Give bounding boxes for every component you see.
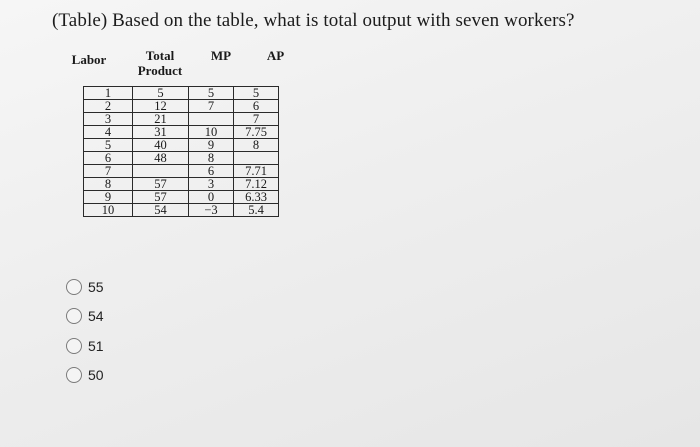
table-row (84, 178, 279, 191)
cell-mp: −3 (189, 204, 234, 217)
cell-total-product: 21 (133, 113, 189, 126)
answer-option-label: 51 (88, 337, 104, 354)
answer-option-label: 50 (88, 367, 104, 384)
answer-option-54[interactable] (66, 302, 104, 332)
radio-button-icon[interactable] (66, 338, 82, 354)
cell-ap: 7.12 (234, 178, 279, 191)
table-row (84, 113, 279, 126)
cell-total-product: 57 (133, 178, 189, 191)
header-labor: Labor (71, 52, 107, 67)
header-mp: MP (210, 48, 232, 63)
cell-labor: 4 (84, 126, 133, 139)
radio-button-icon[interactable] (66, 308, 82, 324)
table-row (84, 152, 279, 165)
table-row (84, 126, 279, 139)
cell-labor: 6 (84, 152, 133, 165)
cell-labor: 2 (84, 100, 133, 113)
answer-option-55[interactable] (66, 272, 104, 302)
header-total-product (132, 48, 188, 78)
cell-labor: 9 (84, 191, 133, 204)
table-row (84, 100, 279, 113)
cell-ap (234, 152, 279, 165)
table-row (84, 191, 279, 204)
cell-ap: 7.75 (234, 126, 279, 139)
cell-ap: 7.71 (234, 165, 279, 178)
cell-total-product: 48 (133, 152, 189, 165)
cell-labor: 1 (84, 87, 133, 100)
cell-ap: 8 (234, 139, 279, 152)
cell-total-product: 54 (133, 204, 189, 217)
cell-ap: 5 (234, 87, 279, 100)
table-row (84, 204, 279, 217)
cell-mp: 5 (189, 87, 234, 100)
question-text: (Table) Based on the table, what is total output with seven workers? (52, 10, 575, 31)
cell-ap: 6.33 (234, 191, 279, 204)
answer-option-label: 55 (88, 278, 104, 295)
answer-option-51[interactable] (66, 331, 104, 361)
cell-labor: 10 (84, 204, 133, 217)
cell-total-product: 57 (133, 191, 189, 204)
header-ap: AP (266, 48, 285, 63)
answer-option-50[interactable] (66, 361, 104, 391)
answer-option-label: 54 (88, 308, 104, 325)
cell-mp: 0 (189, 191, 234, 204)
cell-mp (189, 113, 234, 126)
cell-total-product: 31 (133, 126, 189, 139)
cell-mp: 9 (189, 139, 234, 152)
table-grid (83, 86, 279, 217)
cell-ap: 7 (234, 113, 279, 126)
cell-mp: 7 (189, 100, 234, 113)
cell-total-product: 12 (133, 100, 189, 113)
cell-mp: 6 (189, 165, 234, 178)
radio-button-icon[interactable] (66, 367, 82, 383)
header-total-product-line1: Total (145, 48, 175, 63)
table-row (84, 87, 279, 100)
cell-mp: 3 (189, 178, 234, 191)
cell-labor: 5 (84, 139, 133, 152)
table-row (84, 139, 279, 152)
table-row (84, 165, 279, 178)
cell-mp: 8 (189, 152, 234, 165)
cell-labor: 8 (84, 178, 133, 191)
cell-total-product: 5 (133, 87, 189, 100)
radio-button-icon[interactable] (66, 279, 82, 295)
cell-labor: 7 (84, 165, 133, 178)
cell-labor: 3 (84, 113, 133, 126)
cell-total-product (133, 165, 189, 178)
cell-total-product: 40 (133, 139, 189, 152)
production-table (58, 44, 298, 254)
answer-options (66, 272, 104, 390)
cell-mp: 10 (189, 126, 234, 139)
header-total-product-line2: Product (137, 63, 183, 78)
cell-ap: 5.4 (234, 204, 279, 217)
cell-ap: 6 (234, 100, 279, 113)
